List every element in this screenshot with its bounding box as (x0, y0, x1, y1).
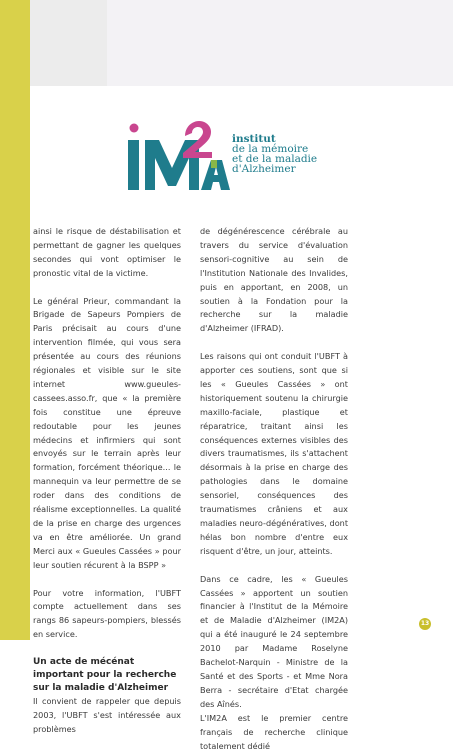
header-band (30, 0, 453, 86)
paragraph: de dégénérescence cérébrale au travers du service d'évaluation sensori-cognitive au sein de l'Institution Nationale des Invalides, puis en apportant, en 2008, un soutien à la Fondation pour la recherche sur la maladie d'Alzheimer (IFRAD). (200, 226, 348, 334)
paragraph: Pour votre information, l'UBFT compte actuellement dans ses rangs 86 sapeurs-pompiers, blessés en service. (33, 587, 181, 640)
header-band-inner (107, 0, 453, 86)
right-column (200, 225, 348, 753)
accent-bar (0, 0, 30, 640)
im2a-logo-text: institut de la mémoire et de la maladie d'Alzheimer (232, 133, 318, 175)
left-column (33, 225, 181, 737)
im2a-logo (125, 118, 330, 194)
paragraph: Les raisons qui ont conduit l'UBFT à apporter ces soutiens, sont que si les « Gueules Cassées » ont historiquement soutenu la chirurgie maxillo-faciale, plastique et réparatrice, traitant ainsi les conséquences externes visibles des divers traumatismes, ils s'attachent désormais à la prise en charge des pathologies dans le domaine sensoriel, conséquences des traumatismes crâniens et aux maladies neuro-dégénératives, dont hélas bon nombre d'entre eux risquent d'être, un jour, atteints. (200, 351, 348, 556)
paragraph: L'IM2A est le premier centre français de recherche clinique totalement dédié (200, 712, 348, 751)
paragraph: Dans ce cadre, les « Gueules Cassées » apportent un soutien financier à l'Institut de la Mémoire et de Maladie d'Alzheimer (IM2A) qui a été inauguré le 24 septembre 2010 par Madame Roselyne Bachelot-Narquin - Ministre de la Santé et des Sports - et Mme Nora Berra - secrétaire d'Etat chargée des Aînés. (200, 573, 348, 709)
section-heading: Un acte de mécénat important pour la recherche sur la maladie d'Alzheimer (33, 657, 177, 694)
page-number-badge: 13 (419, 618, 431, 630)
paragraph: ainsi le risque de déstabilisation et permettant de gagner les quelques secondes qui vont optimiser le pronostic vital de la victime. (33, 226, 181, 278)
paragraph: Il convient de rappeler que depuis 2003, l'UBFT s'est intéressée aux problèmes (33, 696, 181, 734)
paragraph: Le général Prieur, commandant la Brigade de Sapeurs Pompiers de Paris précisait au cours d'une intervention filmée, qui vous sera présentée au cours des réunions régionales et visible sur le site internet www.gueules-cassees.asso.fr, que « la première fois constitue une épreuve redoutable pour les jeunes médecins et infirmiers qui sont envoyés sur le terrain après leur formation, forcément théorique... le mannequin va leur permettre de se roder dans des conditions de réalisme exceptionnelles. La qualité de la prise en charge des urgences va en être améliorée. Un grand Merci aux « Gueules Cassées » pour leur soutien récurent à la BSPP » (33, 295, 181, 570)
im2a-logo-mark (125, 118, 230, 194)
